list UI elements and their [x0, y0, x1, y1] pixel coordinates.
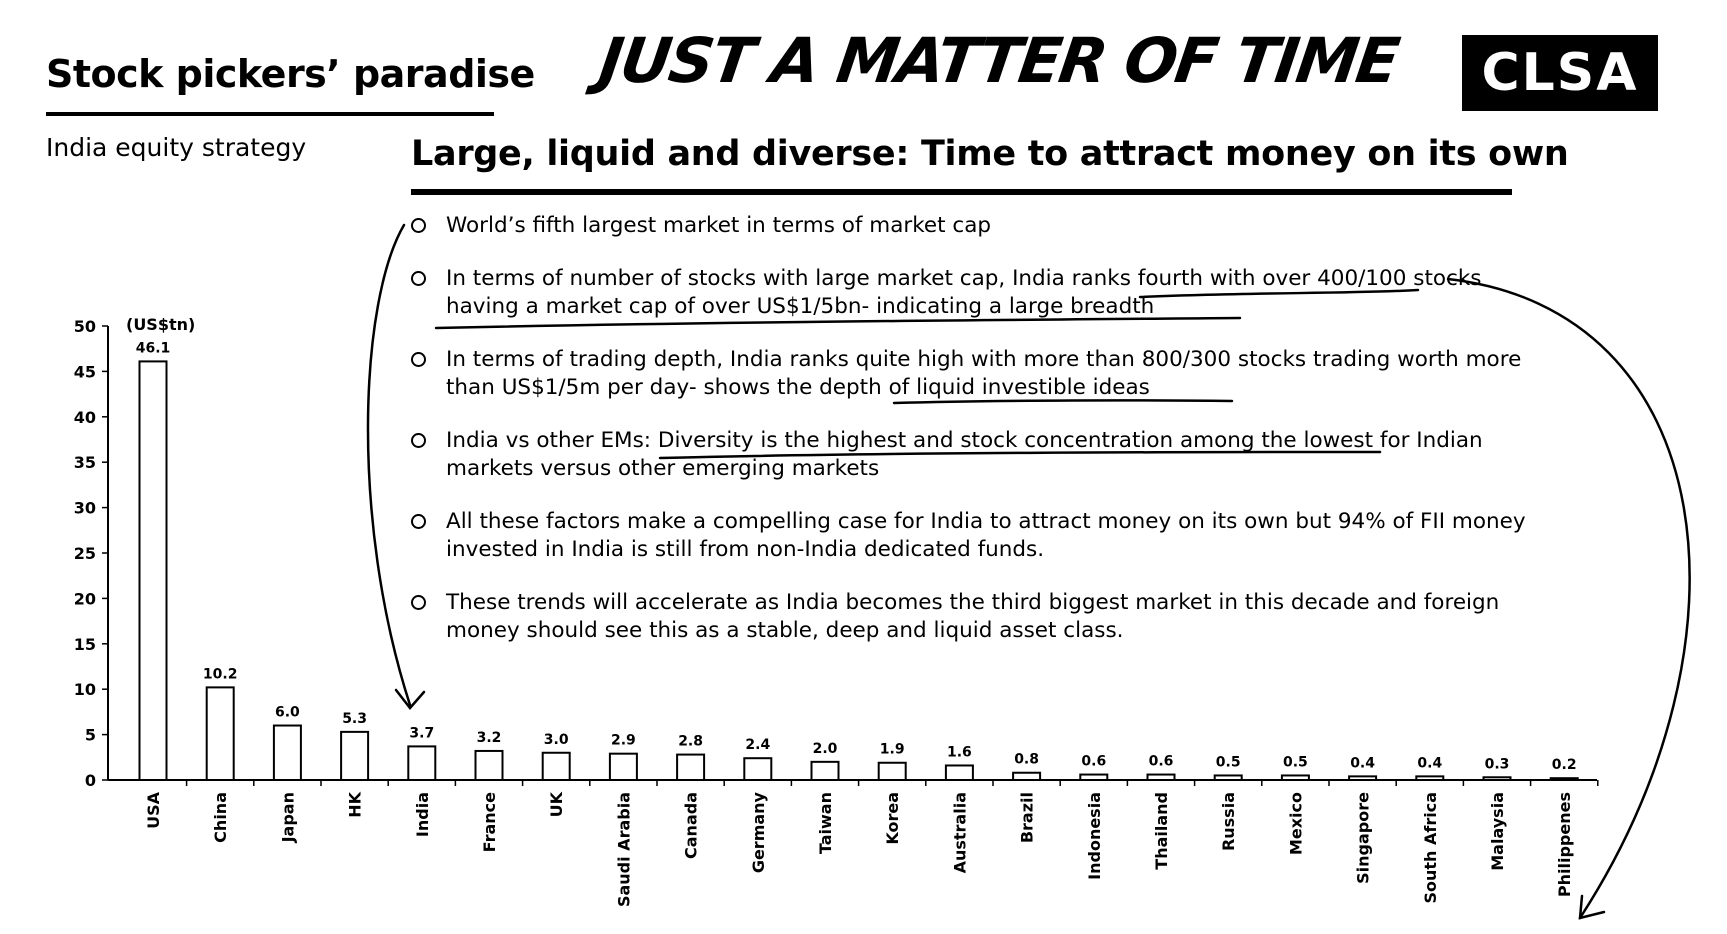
x-tick-label: France	[480, 792, 499, 853]
bar-japan	[274, 726, 301, 780]
x-tick-label: Canada	[681, 792, 701, 859]
bar-value-label: 0.5	[1282, 754, 1308, 771]
bar-value-label: 0.8	[1014, 751, 1040, 768]
x-tick-label: Saudi Arabia	[614, 792, 634, 908]
y-tick-label: 35	[73, 453, 96, 473]
bar-germany	[744, 758, 771, 780]
bar-value-label: 0.3	[1484, 756, 1510, 773]
bar-value-label: 2.8	[678, 733, 704, 750]
bar-canada	[677, 755, 704, 780]
y-tick-label: 30	[73, 498, 96, 518]
section-heading: Large, liquid and diverse: Time to attract money on its own	[411, 134, 1569, 174]
x-tick-label: USA	[144, 792, 163, 829]
bar-value-label: 0.6	[1081, 753, 1107, 770]
bullet-text: All these factors make a compelling case for India to attract money on its own but 94% of FII money invested in India is still from non-India dedicated funds.	[446, 509, 1526, 562]
bullet-text: In terms of trading depth, India ranks quite high with more than 800/300 stocks trading worth more than US$1/5m per day- shows the depth of liquid investible ideas	[446, 347, 1522, 400]
x-tick-label: Germany	[748, 792, 768, 874]
bar-mexico	[1282, 775, 1309, 780]
x-tick-label: China	[211, 792, 231, 843]
bar-india	[408, 746, 435, 780]
bar-value-label: 0.2	[1551, 757, 1577, 774]
x-tick-label: Indonesia	[1084, 792, 1104, 880]
bar-uk	[543, 753, 570, 780]
bar-value-label: 10.2	[202, 666, 238, 683]
bar-korea	[879, 763, 906, 780]
bar-value-label: 3.2	[476, 729, 502, 746]
x-tick-label: Mexico	[1286, 792, 1306, 856]
bar-australia	[946, 765, 973, 780]
report-subtitle: India equity strategy	[46, 133, 307, 162]
bullet-text: India vs other EMs: Diversity is the highest and stock concentration among the lowest for Indian markets versus other emerging markets	[446, 428, 1483, 481]
x-tick-label: India	[412, 792, 432, 838]
x-tick-label: Philippenes	[1555, 792, 1575, 898]
x-tick-label: Thailand	[1152, 792, 1171, 870]
y-unit-label: (US$tn)	[126, 315, 196, 334]
y-tick-label: 5	[84, 725, 96, 745]
bar-value-label: 6.0	[274, 704, 300, 721]
x-tick-label: Taiwan	[816, 792, 835, 855]
bar-value-label: 2.9	[610, 732, 636, 749]
bar-south-africa	[1416, 776, 1443, 780]
x-tick-label: Singapore	[1353, 792, 1373, 884]
y-tick-label: 50	[73, 317, 96, 336]
bar-france	[476, 751, 503, 780]
y-tick-label: 25	[73, 544, 96, 563]
x-tick-label: Malaysia	[1488, 792, 1507, 871]
bar-singapore	[1349, 776, 1376, 780]
y-tick-label: 40	[73, 407, 96, 427]
bar-indonesia	[1080, 775, 1107, 780]
bar-hk	[341, 732, 368, 780]
report-title: Stock pickers’ paradise	[46, 52, 535, 96]
bar-value-label: 0.4	[1417, 755, 1443, 772]
bar-value-label: 2.4	[745, 737, 771, 754]
bar-value-label: 3.7	[409, 725, 435, 742]
bar-malaysia	[1484, 777, 1511, 780]
bar-thailand	[1148, 775, 1175, 780]
bar-philippenes	[1551, 778, 1578, 780]
bar-value-label: 1.9	[879, 741, 905, 758]
clsa-logo: CLSA	[1462, 35, 1658, 111]
bar-value-label: 1.6	[946, 744, 972, 761]
bar-usa	[140, 361, 167, 780]
y-tick-label: 0	[84, 771, 96, 790]
bar-value-label: 0.6	[1148, 753, 1174, 770]
bar-value-label: 3.0	[543, 731, 569, 748]
tagline: JUST A MATTER OF TIME	[594, 24, 1403, 97]
bar-value-label: 2.0	[812, 740, 838, 757]
bar-taiwan	[812, 762, 839, 780]
x-tick-label: Russia	[1219, 792, 1239, 852]
bar-value-label: 5.3	[342, 710, 368, 727]
x-tick-label: Korea	[883, 792, 903, 845]
bar-china	[207, 687, 234, 780]
x-tick-label: South Africa	[1420, 792, 1440, 904]
bar-russia	[1215, 775, 1242, 780]
bar-value-label: 0.4	[1350, 755, 1376, 772]
x-tick-label: Australia	[950, 792, 970, 874]
x-tick-label: UK	[547, 792, 567, 818]
bullet-text: These trends will accelerate as India becomes the third biggest market in this decade and foreign money should see this as a stable, deep and liquid asset class.	[446, 590, 1500, 643]
y-tick-label: 15	[73, 634, 96, 654]
y-tick-label: 10	[73, 680, 96, 700]
y-tick-label: 20	[73, 589, 96, 609]
x-tick-label: Japan	[278, 792, 298, 843]
bar-brazil	[1013, 773, 1040, 780]
bullet-text: In terms of number of stocks with large market cap, India ranks fourth with over 400/100 stocks having a market cap of over US$1/5bn- indicating a large breadth	[446, 266, 1482, 319]
bullet-text: World’s fifth largest market in terms of market cap	[446, 213, 992, 238]
x-tick-label: Brazil	[1017, 792, 1037, 844]
y-tick-label: 45	[73, 362, 96, 382]
bar-saudi-arabia	[610, 754, 637, 780]
bar-value-label: 0.5	[1215, 754, 1241, 771]
x-tick-label: HK	[345, 792, 365, 818]
bar-value-label: 46.1	[135, 340, 171, 357]
